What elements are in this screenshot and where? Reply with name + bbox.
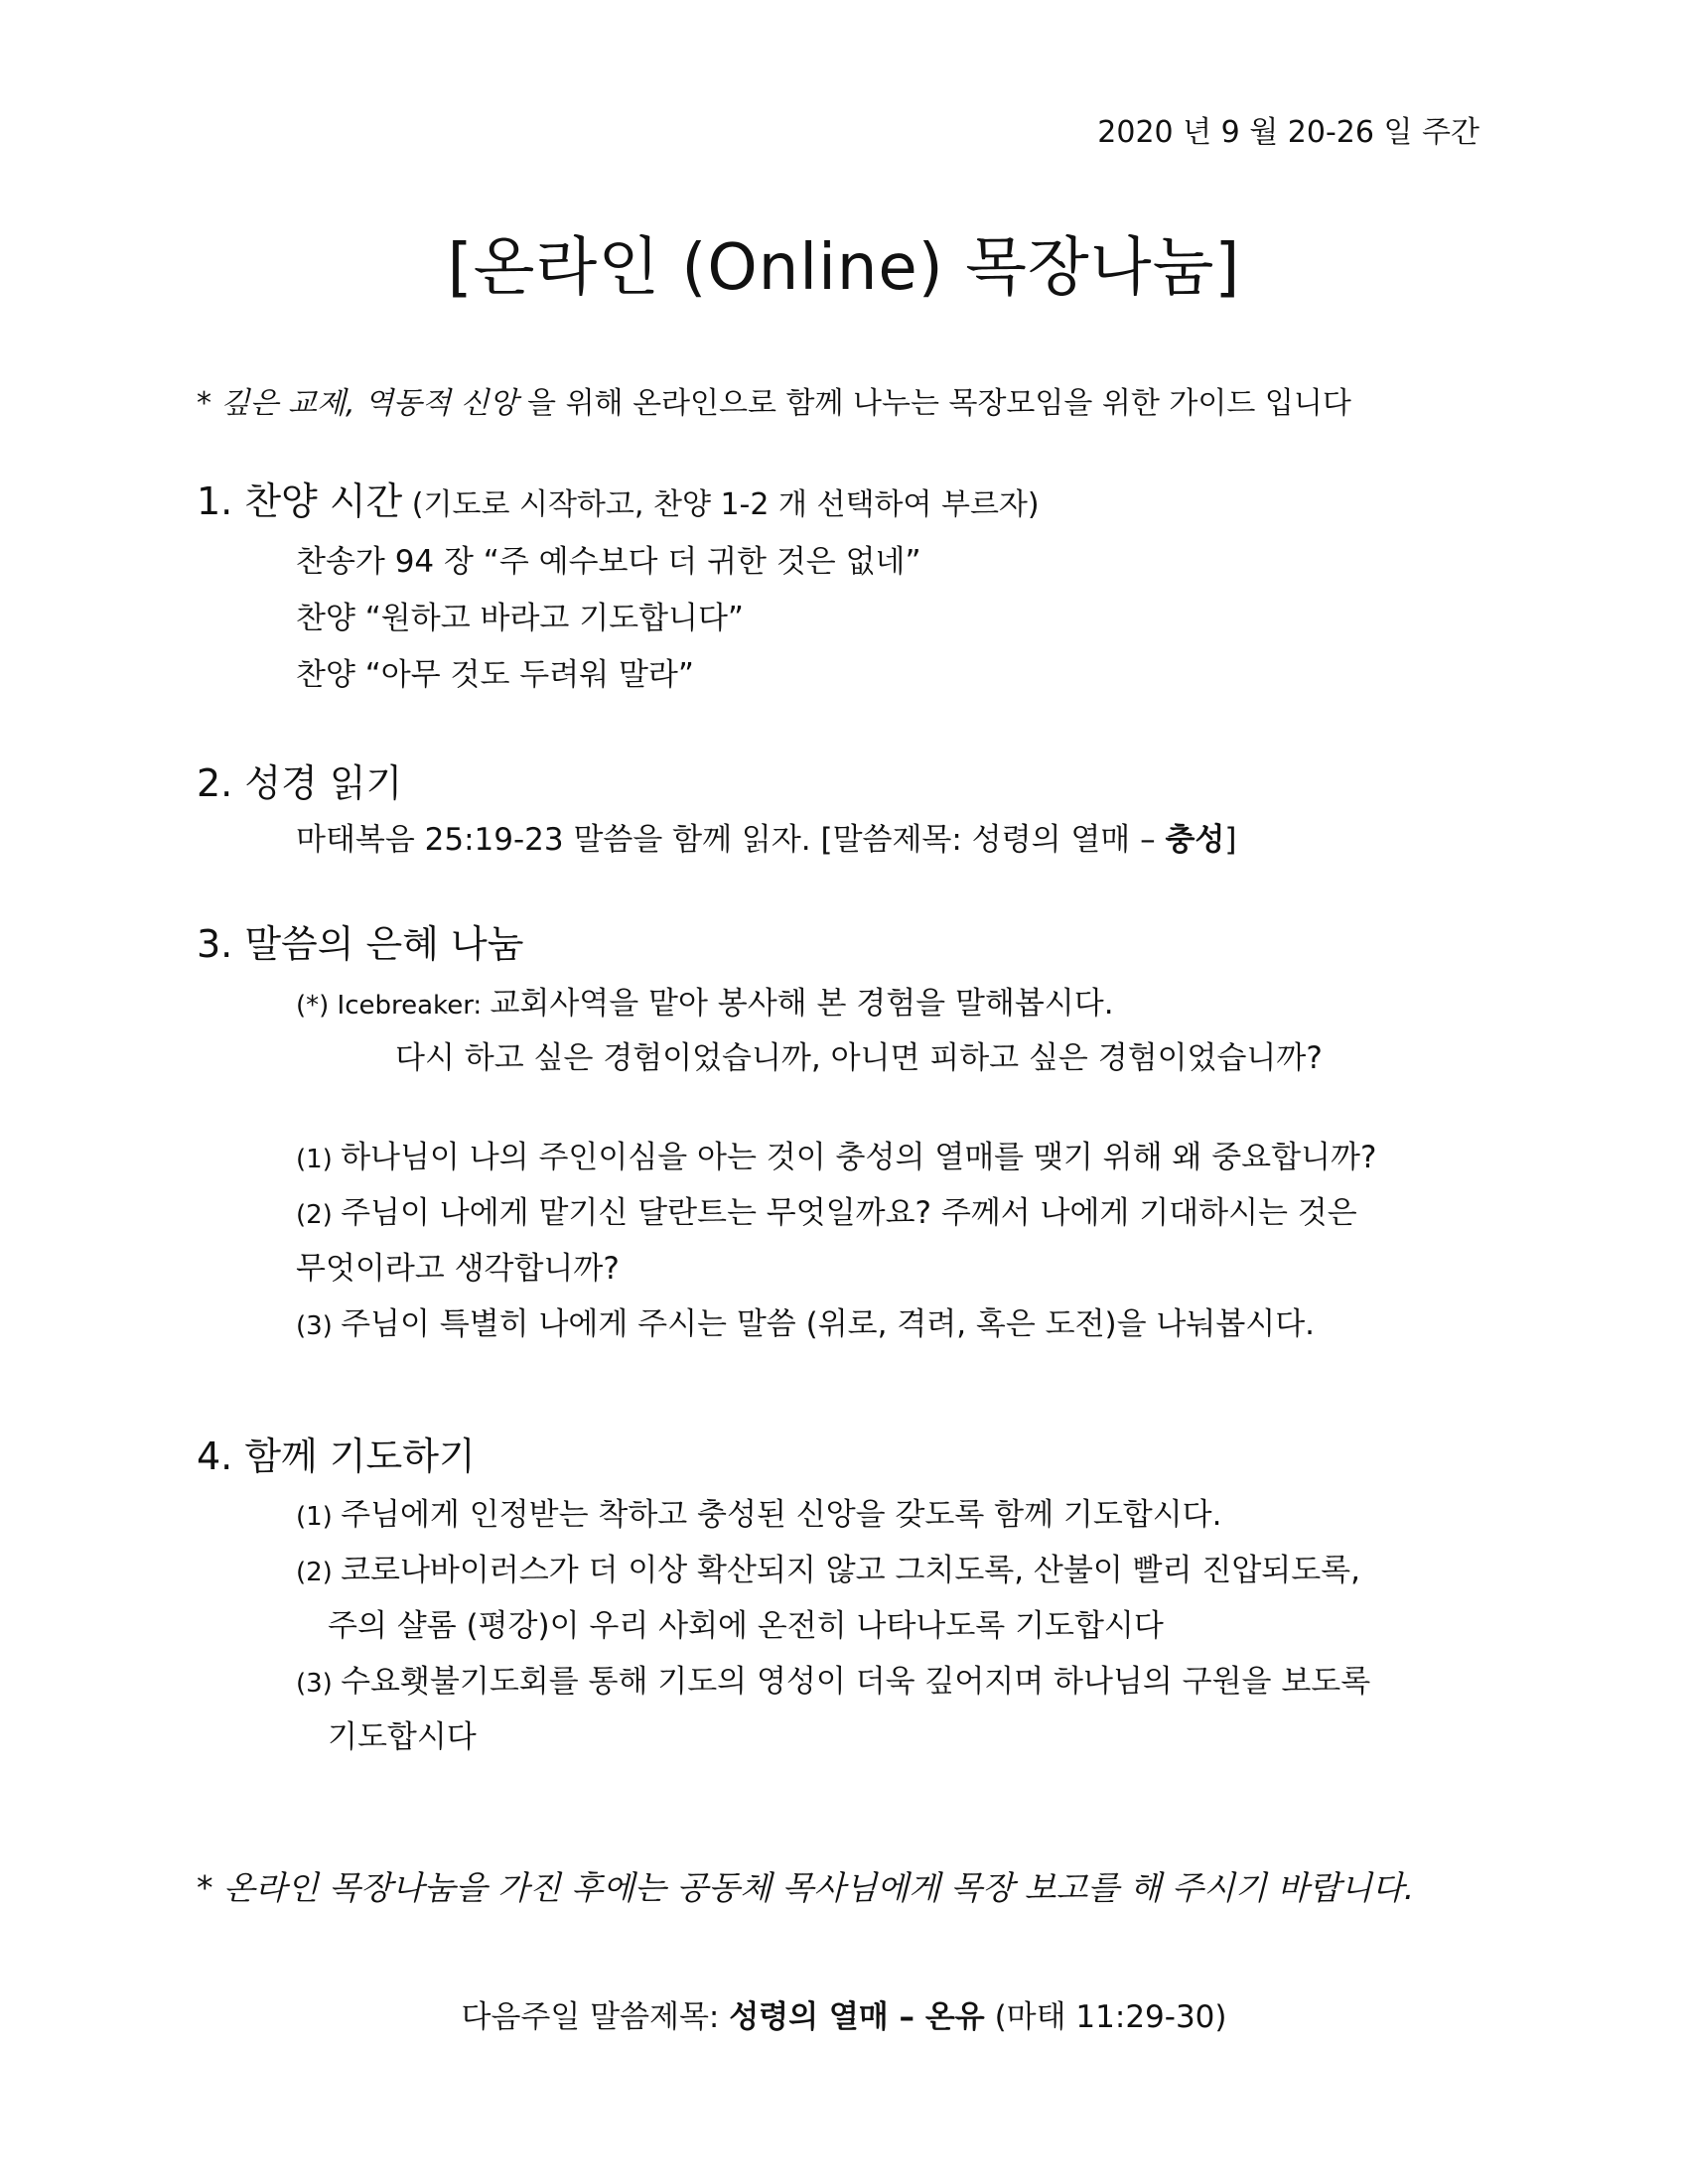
intro-star: * xyxy=(197,386,211,421)
question-1-text: 하나님이 나의 주인이심을 아는 것이 충성의 열매를 맺기 위해 왜 중요합니까? xyxy=(341,1140,1377,1175)
song-2: 찬양 “원하고 바라고 기도합니다” xyxy=(296,601,744,636)
question-2 xyxy=(296,1187,1357,1232)
section2-heading: 2. 성경 읽기 xyxy=(197,761,403,805)
question-3-text: 주님이 특별히 나에게 주시는 말씀 (위로, 격려, 혹은 도전)을 나눠봅시다. xyxy=(341,1306,1316,1342)
prayer-3-text: 수요횃불기도회를 통해 기도의 영성이 더욱 깊어지며 하나님의 구원을 보도록 xyxy=(341,1664,1371,1700)
section1-heading xyxy=(197,471,1040,525)
question-2-continued: 무엇이라고 생각합니까? xyxy=(296,1251,620,1287)
week-date: 2020 년 9 월 20-26 일 주간 xyxy=(1097,115,1479,150)
prayer-3-number: (3) xyxy=(296,1669,342,1699)
prayer-1-number: (1) xyxy=(296,1502,342,1532)
intro-rest: 을 위해 온라인으로 함께 나누는 목장모임을 위한 가이드 입니다 xyxy=(517,386,1351,421)
prayer-2-continued: 주의 샬롬 (평강)이 우리 사회에 온전히 나타나도록 기도합시다 xyxy=(328,1608,1164,1644)
section1-title: 1. 찬양 시간 xyxy=(197,479,403,523)
prayer-2 xyxy=(296,1545,1360,1589)
question-2-text: 주님이 나에게 맡기신 달란트는 무엇일까요? 주께서 나에게 기대하시는 것은 xyxy=(341,1195,1357,1231)
next-week-title: 성령의 열매 – 온유 xyxy=(729,1999,985,2035)
prayer-1-text: 주님에게 인정받는 착하고 충성된 신앙을 갖도록 함께 기도합시다. xyxy=(341,1497,1222,1533)
prayer-2-text: 코로나바이러스가 더 이상 확산되지 않고 그치도록, 산불이 빨리 진압되도록, xyxy=(341,1553,1360,1588)
question-1 xyxy=(296,1132,1376,1176)
bible-reading-text: 마태복음 25:19-23 말씀을 함께 읽자. [말씀제목: 성령의 열매 – xyxy=(296,822,1166,858)
question-3-number: (3) xyxy=(296,1311,342,1341)
intro-italic: 깊은 교제, 역동적 신앙 xyxy=(220,386,518,421)
next-week-sermon xyxy=(0,1991,1688,2036)
prayer-3 xyxy=(296,1656,1370,1701)
intro-line xyxy=(197,378,1351,422)
question-1-number: (1) xyxy=(296,1145,342,1174)
next-week-label: 다음주일 말씀제목: xyxy=(461,1999,730,2035)
prayer-1 xyxy=(296,1489,1221,1534)
page-title: [온라인 (Online) 목장나눔] xyxy=(447,231,1241,305)
prayer-3-continued: 기도합시다 xyxy=(328,1719,477,1755)
prayer-2-number: (2) xyxy=(296,1558,342,1587)
bible-reading-end: ] xyxy=(1224,822,1237,858)
section3-heading: 3. 말씀의 은혜 나눔 xyxy=(197,922,524,966)
icebreaker-followup: 다시 하고 싶은 경험이었습니까, 아니면 피하고 싶은 경험이었습니까? xyxy=(395,1040,1323,1076)
bible-reading-keyword: 충성 xyxy=(1165,822,1225,858)
closing-note: * 온라인 목장나눔을 가진 후에는 공동체 목사님에게 목장 보고를 해 주시기 바랍니다. xyxy=(197,1868,1415,1907)
section1-subtitle: (기도로 시작하고, 찬양 1-2 개 선택하여 부르자) xyxy=(402,487,1040,522)
bible-reading xyxy=(296,814,1236,859)
song-1: 찬송가 94 장 “주 예수보다 더 귀한 것은 없네” xyxy=(296,544,921,580)
icebreaker-text: 교회사역을 맡아 봉사해 본 경험을 말해봅시다. xyxy=(490,986,1114,1022)
icebreaker xyxy=(296,978,1114,1023)
icebreaker-label: (*) Icebreaker: xyxy=(296,991,491,1021)
question-2-number: (2) xyxy=(296,1200,342,1230)
song-3: 찬양 “아무 것도 두려워 말라” xyxy=(296,657,694,693)
section4-heading: 4. 함께 기도하기 xyxy=(197,1434,476,1478)
next-week-reference: (마태 11:29-30) xyxy=(984,1999,1227,2035)
question-3 xyxy=(296,1298,1315,1343)
